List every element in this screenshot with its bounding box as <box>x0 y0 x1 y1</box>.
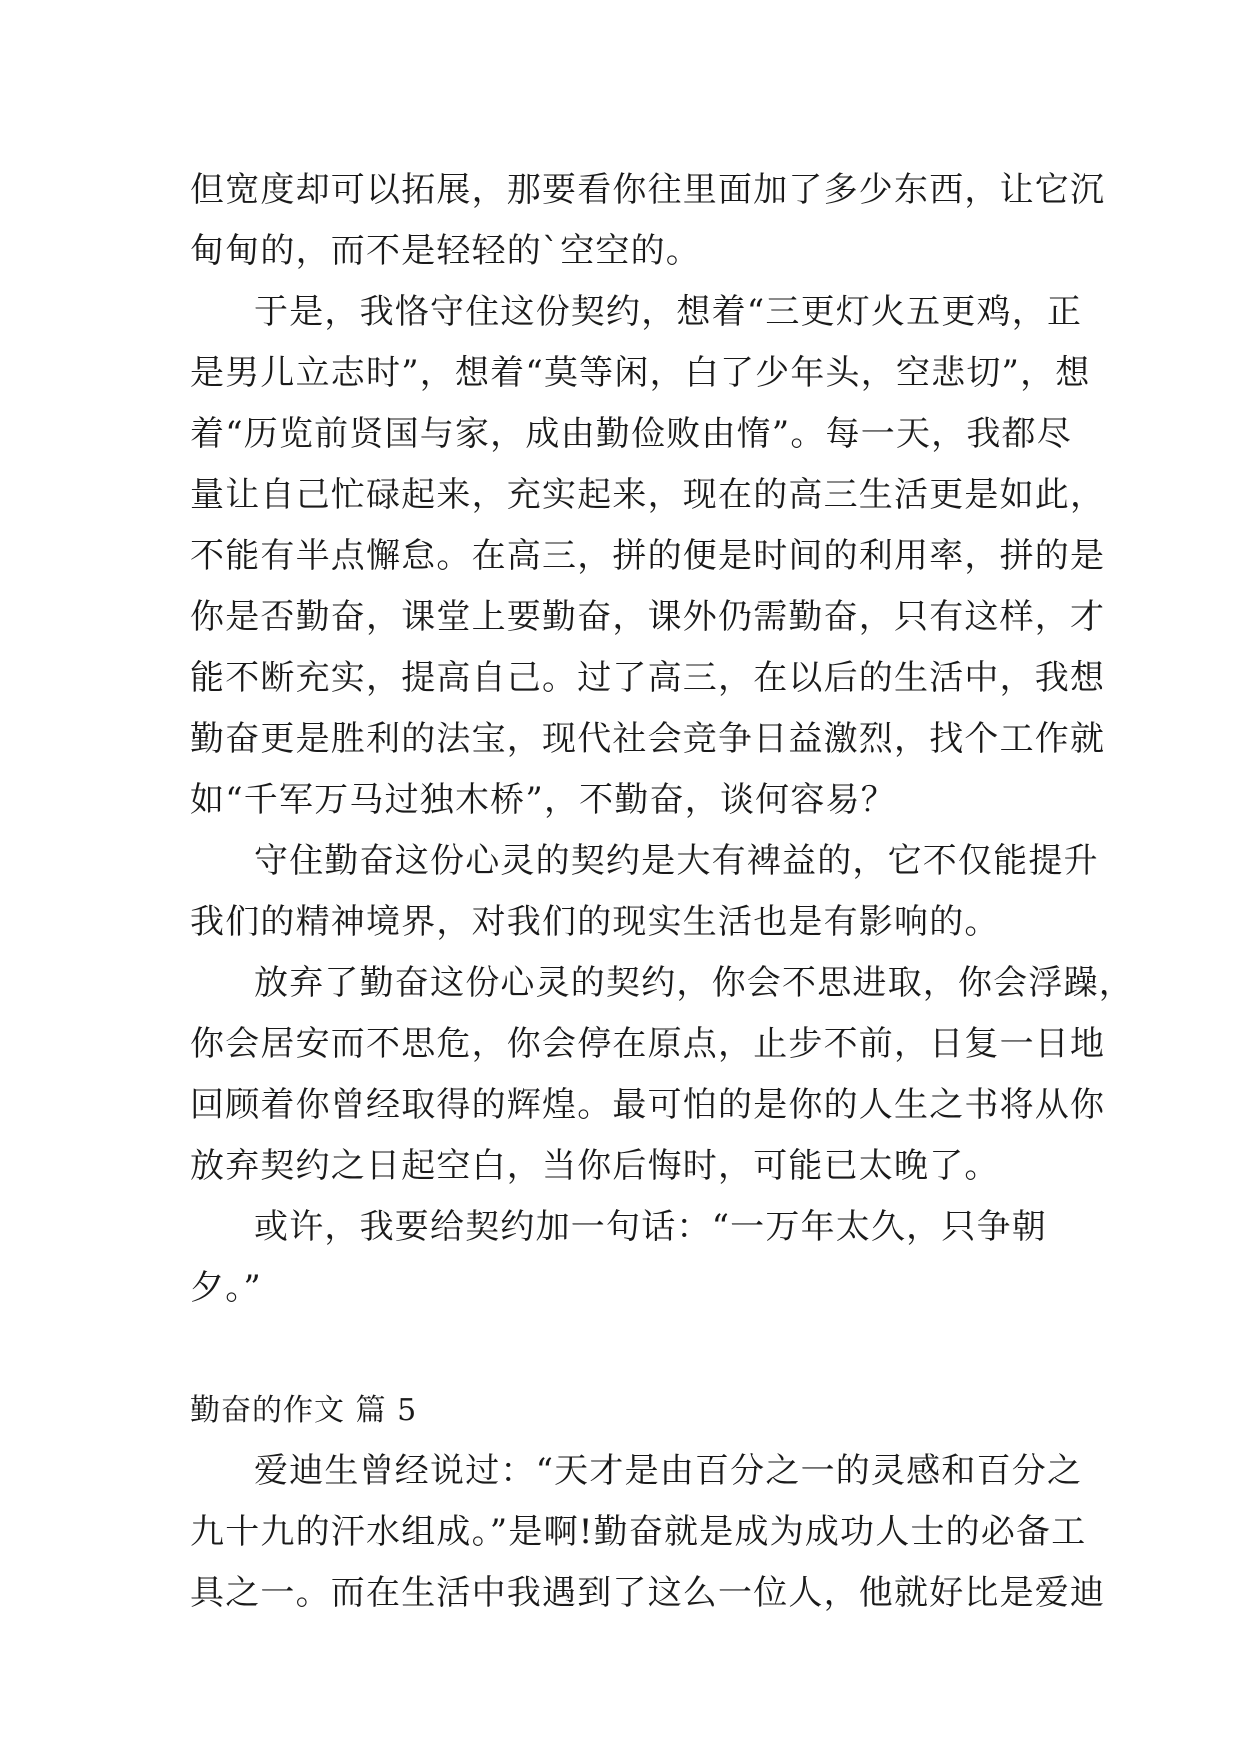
text-line: 但宽度却可以拓展，那要看你往里面加了多少东西，让它沉 <box>190 170 1106 210</box>
text-line: 是男儿立志时”，想着“莫等闲，白了少年头，空悲切”，想 <box>190 353 1091 393</box>
paragraph-start-line: 守住勤奋这份心灵的契约是大有裨益的，它不仅能提升 <box>254 841 1099 881</box>
paragraph-start-line: 或许，我要给契约加一句话：“一万年太久，只争朝 <box>254 1207 1047 1247</box>
document-page <box>190 160 1134 1624</box>
text-line: 量让自己忙碌起来，充实起来，现在的高三生活更是如此， <box>190 475 1106 515</box>
text-line: 我们的精神境界，对我们的现实生活也是有影响的。 <box>190 902 1000 942</box>
text-line: 九十九的汗水组成。”是啊!勤奋就是成为成功人士的必备工 <box>190 1512 1087 1552</box>
section-heading: 勤奋的作文 篇 5 <box>190 1393 418 1428</box>
paragraph-start-line: 放弃了勤奋这份心灵的契约，你会不思进取，你会浮躁， <box>254 963 1134 1003</box>
text-line: 着“历览前贤国与家，成由勤俭败由惰”。每一天，我都尽 <box>190 414 1072 454</box>
text-line: 你是否勤奋，课堂上要勤奋，课外仍需勤奋，只有这样，才 <box>190 597 1106 637</box>
text-line: 勤奋更是胜利的法宝，现代社会竞争日益激烈，找个工作就 <box>190 719 1106 759</box>
text-line: 具之一。而在生活中我遇到了这么一位人，他就好比是爱迪 <box>190 1573 1106 1613</box>
text-line: 你会居安而不思危，你会停在原点，止步不前，日复一日地 <box>190 1024 1106 1064</box>
paragraph-start-line: 爱迪生曾经说过：“天才是由百分之一的灵感和百分之 <box>254 1451 1083 1491</box>
text-line: 能不断充实，提高自己。过了高三，在以后的生活中，我想 <box>190 658 1106 698</box>
text-line: 不能有半点懈怠。在高三，拼的便是时间的利用率，拼的是 <box>190 536 1106 576</box>
paragraph-start-line: 于是，我恪守住这份契约，想着“三更灯火五更鸡，正 <box>254 292 1083 332</box>
text-line: 回顾着你曾经取得的辉煌。最可怕的是你的人生之书将从你 <box>190 1085 1106 1125</box>
text-line: 夕。” <box>190 1268 262 1308</box>
section-gap <box>190 1319 1056 1380</box>
text-line: 放弃契约之日起空白，当你后悔时，可能已太晚了。 <box>190 1146 1000 1186</box>
text-line: 如“千军万马过独木桥”，不勤奋，谈何容易？ <box>190 780 896 820</box>
text-line: 甸甸的，而不是轻轻的`空空的。 <box>190 231 701 271</box>
